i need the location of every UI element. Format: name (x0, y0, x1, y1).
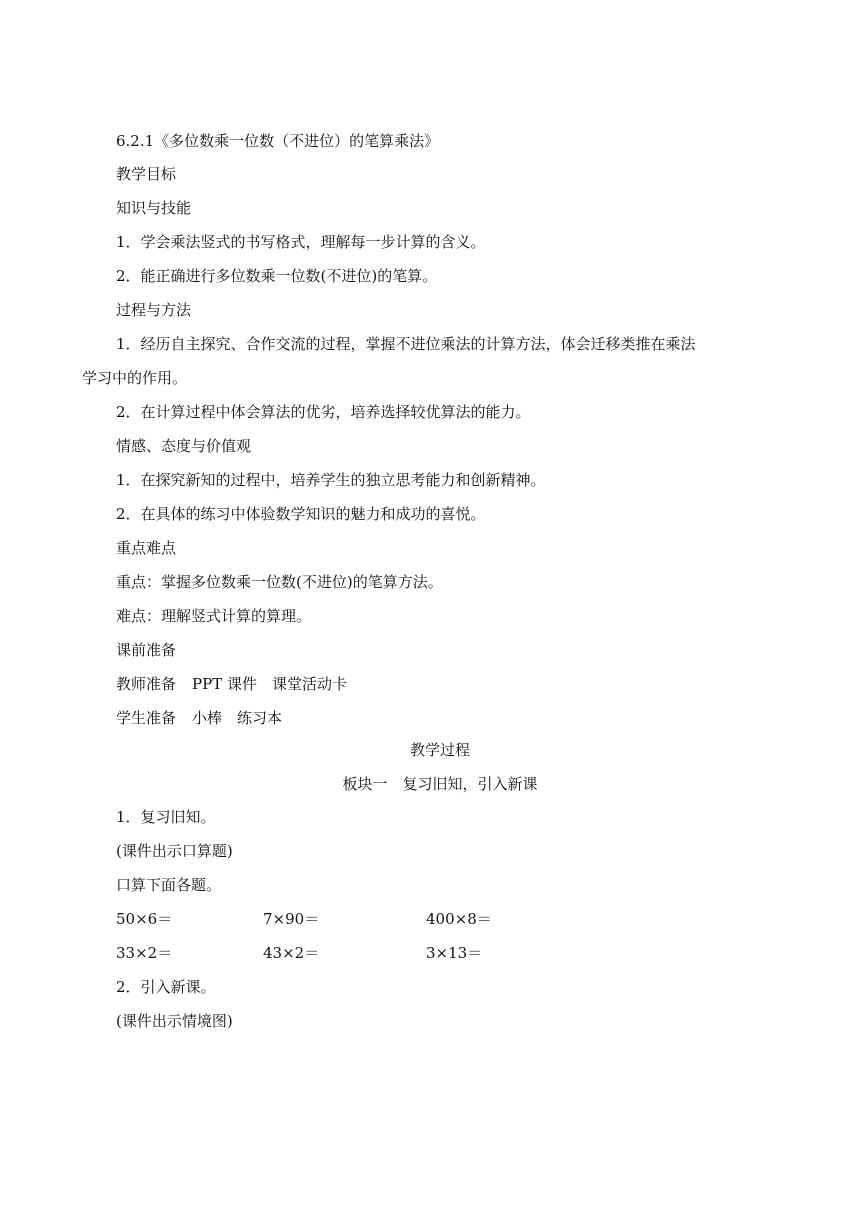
key-point (116, 571, 443, 593)
attitude-heading: 情感、态度与价值观 (116, 437, 252, 455)
teacher-preparation-label: 教师准备 (116, 675, 177, 693)
student-preparation (116, 707, 282, 729)
step-2: 2．引入新课。 (116, 978, 216, 996)
process-item-1-line-1: 1．经历自主探究、合作交流的过程，掌握不进位乘法的计算方法，体会迁移类推在乘法 (116, 335, 696, 353)
teacher-preparation-text: PPT 课件 课堂活动卡 (192, 675, 347, 693)
hard-point (116, 605, 311, 627)
problem-1-2: 7×90＝ (263, 910, 320, 928)
problem-2-2: 43×2＝ (263, 944, 320, 962)
key-points-heading: 重点难点 (116, 539, 177, 557)
knowledge-item-2: 2．能正确进行多位数乘一位数(不进位)的笔算。 (116, 267, 438, 285)
process-item-2: 2．在计算过程中体会算法的优劣，培养选择较优算法的能力。 (116, 403, 531, 421)
step-1-note: (课件出示口算题) (116, 842, 233, 860)
attitude-item-1: 1．在探究新知的过程中，培养学生的独立思考能力和创新精神。 (116, 471, 546, 489)
step-1-prompt: 口算下面各题。 (116, 876, 222, 894)
knowledge-item-1: 1．学会乘法竖式的书写格式，理解每一步计算的含义。 (116, 233, 486, 251)
teacher-preparation (116, 673, 347, 695)
block-one-title: 板块一 复习旧知，引入新课 (342, 775, 538, 793)
key-point-label: 重点： (116, 573, 162, 591)
goals-heading: 教学目标 (116, 165, 177, 183)
problem-2-1: 33×2＝ (116, 944, 173, 962)
teaching-process-heading: 教学过程 (409, 741, 470, 759)
knowledge-heading: 知识与技能 (116, 199, 192, 217)
step-1: 1．复习旧知。 (116, 808, 216, 826)
problem-1-1: 50×6＝ (116, 910, 173, 928)
student-preparation-text: 小棒 练习本 (192, 709, 283, 727)
process-heading: 过程与方法 (116, 301, 192, 319)
hard-point-label: 难点： (116, 607, 162, 625)
student-preparation-label: 学生准备 (116, 709, 177, 727)
document-title: 6.2.1《多位数乘一位数（不进位）的笔算乘法》 (116, 132, 440, 150)
problem-2-3: 3×13＝ (426, 944, 483, 962)
problem-1-3: 400×8＝ (426, 910, 492, 928)
process-item-1-line-2: 学习中的作用。 (82, 369, 188, 387)
key-point-text: 掌握多位数乘一位数(不进位)的笔算方法。 (161, 573, 443, 591)
hard-point-text: 理解竖式计算的算理。 (161, 607, 312, 625)
step-2-note: (课件出示情境图) (116, 1012, 233, 1030)
preparation-heading: 课前准备 (116, 641, 177, 659)
attitude-item-2: 2．在具体的练习中体验数学知识的魅力和成功的喜悦。 (116, 505, 486, 523)
